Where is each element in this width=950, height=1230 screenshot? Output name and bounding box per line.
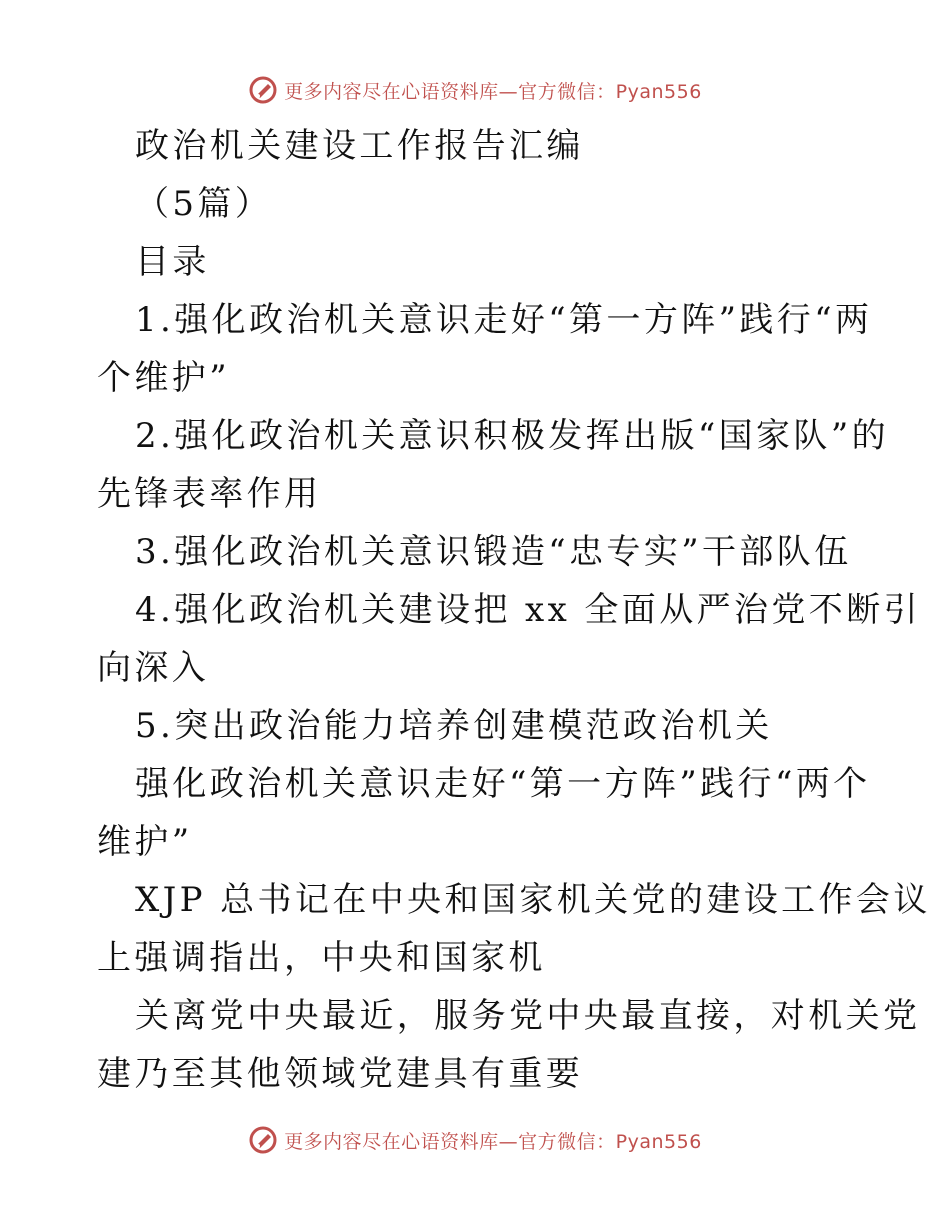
header-watermark <box>0 72 950 108</box>
brand-logo-icon <box>248 75 278 105</box>
watermark-text: 更多内容尽在心语资料库—官方微信：Pyan556 <box>284 80 702 103</box>
toc-item-continued: 个维护” <box>97 358 230 398</box>
watermark-text: 更多内容尽在心语资料库—官方微信：Pyan556 <box>284 1130 702 1153</box>
body-paragraph-line: 上强调指出，中央和国家机 <box>97 938 546 978</box>
toc-item: 4.强化政治机关建设把 xx 全面从严治党不断引 <box>135 590 922 630</box>
body-paragraph-line: 建乃至其他领域党建具有重要 <box>97 1054 584 1094</box>
body-paragraph-line: 关离党中央最近，服务党中央最直接，对机关党 <box>135 996 921 1036</box>
toc-item-continued: 向深入 <box>97 648 210 688</box>
section-heading: 强化政治机关意识走好“第一方阵”践行“两个 <box>135 764 871 804</box>
section-heading-continued: 维护” <box>97 822 193 862</box>
body-paragraph-line: XJP 总书记在中央和国家机关党的建设工作会议 <box>135 880 931 920</box>
toc-heading: 目录 <box>135 242 210 282</box>
toc-item-continued: 先锋表率作用 <box>97 474 322 514</box>
brand-logo-icon <box>248 1125 278 1155</box>
toc-item: 2.强化政治机关意识积极发挥出版“国家队”的 <box>135 416 890 456</box>
document-subtitle: （5篇） <box>135 184 273 224</box>
document-body <box>97 117 931 1103</box>
toc-item: 3.强化政治机关意识锻造“忠专实”干部队伍 <box>135 532 852 572</box>
toc-item: 5.突出政治能力培养创建模范政治机关 <box>135 706 773 746</box>
document-title: 政治机关建设工作报告汇编 <box>135 126 584 166</box>
toc-item: 1.强化政治机关意识走好“第一方阵”践行“两 <box>135 300 873 340</box>
footer-watermark <box>0 1122 950 1158</box>
